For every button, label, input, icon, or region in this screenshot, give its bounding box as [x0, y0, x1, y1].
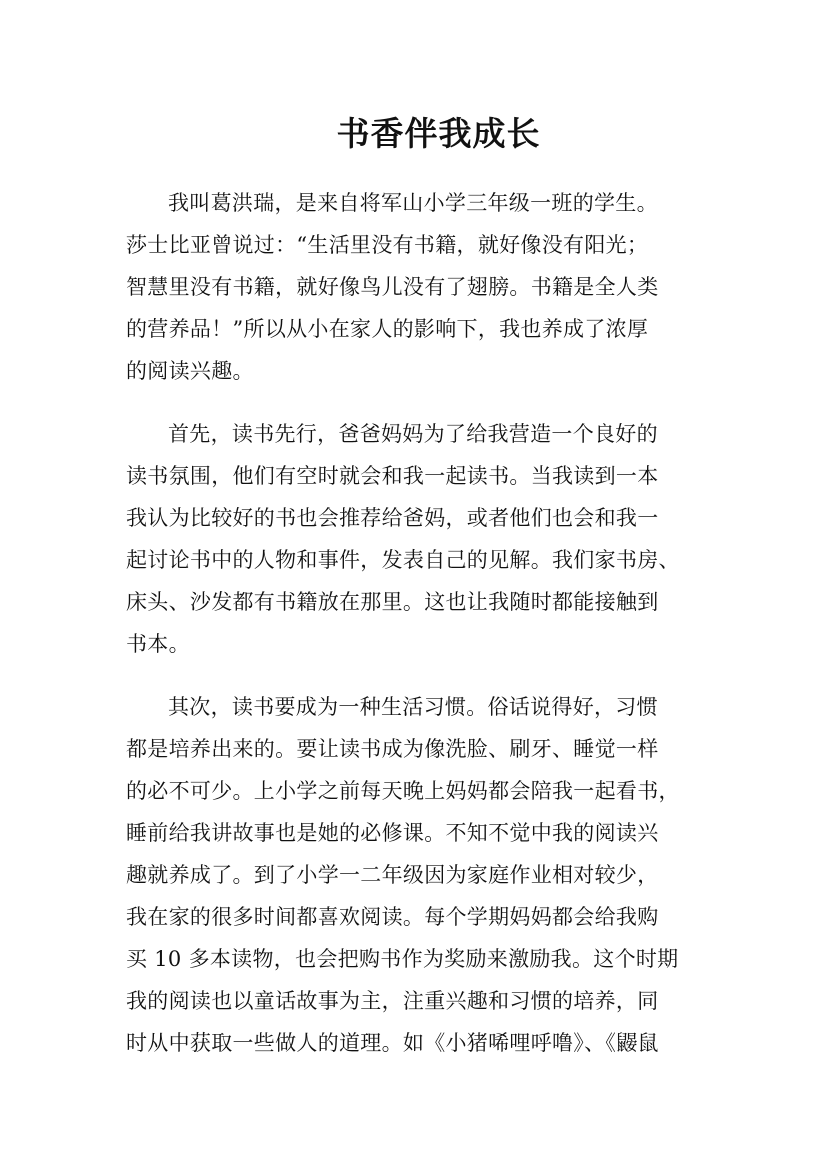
text-line: 起讨论书中的人物和事件，发表自己的见解。我们家书房、	[126, 548, 680, 572]
text-line: 我的阅读也以童话故事为主，注重兴趣和习惯的培养，同	[126, 989, 659, 1013]
paragraph-3	[126, 686, 688, 1064]
paragraph-2	[126, 413, 688, 665]
text-line: 趣就养成了。到了小学一二年级因为家庭作业相对较少，	[126, 863, 659, 887]
text-line: 智慧里没有书籍，就好像鸟儿没有了翅膀。书籍是全人类	[126, 275, 659, 299]
text-line: 我认为比较好的书也会推荐给爸妈，或者他们也会和我一	[126, 506, 659, 530]
text-line: 莎士比亚曾说过：“生活里没有书籍，就好像没有阳光；	[126, 233, 649, 257]
text-line: 我在家的很多时间都喜欢阅读。每个学期妈妈都会给我购	[126, 905, 659, 929]
text-line: 的阅读兴趣。	[126, 359, 254, 383]
paragraph-1	[126, 182, 688, 392]
text-line: 买 10 多本读物，也会把购书作为奖励来激励我。这个时期	[126, 947, 679, 971]
text-line: 的必不可少。上小学之前每天晚上妈妈都会陪我一起看书，	[126, 779, 680, 803]
document-body	[126, 182, 688, 1085]
text-line: 首先，读书先行，爸爸妈妈为了给我营造一个良好的	[168, 422, 658, 446]
text-line: 时从中获取一些做人的道理。如《小猪唏哩呼噜》、《鼹鼠	[126, 1031, 659, 1055]
text-line: 书本。	[126, 632, 190, 656]
text-line: 床头、沙发都有书籍放在那里。这也让我随时都能接触到	[126, 590, 659, 614]
text-line: 的营养品！”所以从小在家人的影响下，我也养成了浓厚	[126, 317, 649, 341]
document-title: 书香伴我成长	[336, 114, 541, 153]
text-line: 睡前给我讲故事也是她的必修课。不知不觉中我的阅读兴	[126, 821, 659, 845]
text-line: 读书氛围，他们有空时就会和我一起读书。当我读到一本	[126, 464, 659, 488]
text-line: 我叫葛洪瑞，是来自将军山小学三年级一班的学生。	[168, 191, 658, 215]
text-line: 其次，读书要成为一种生活习惯。俗话说得好，习惯	[168, 695, 658, 719]
text-line: 都是培养出来的。要让读书成为像洗脸、刷牙、睡觉一样	[126, 737, 659, 761]
